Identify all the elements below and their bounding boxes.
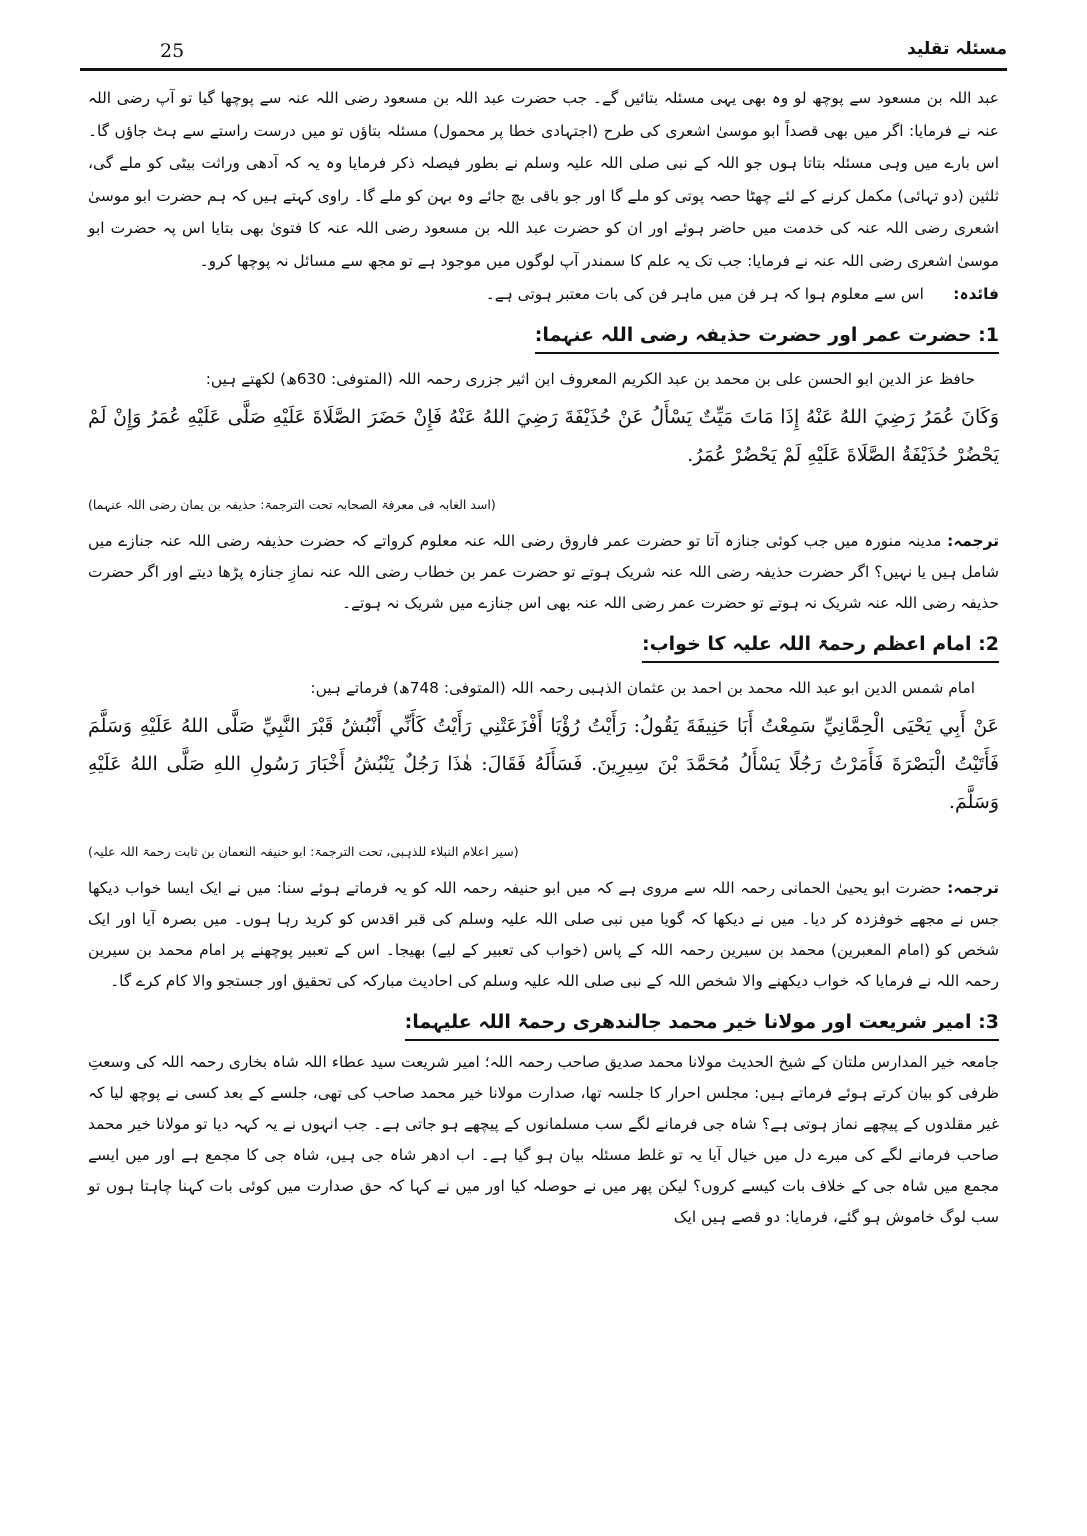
section1-heading: 1: حضرت عمر اور حضرت حذیفہ رضی اللہ عنہما: <box>535 318 999 354</box>
page-number: 25 <box>160 40 185 62</box>
section1-translation <box>88 526 999 619</box>
section3-heading-wrap <box>88 997 999 1047</box>
faida-label: فائدہ: <box>953 284 999 303</box>
header-rule <box>80 68 1007 71</box>
page-content <box>88 82 999 1233</box>
section1-arabic-text: وَكَانَ عُمَرُ رَضِيَ اللهُ عَنْهُ إِذَا مَاتَ مَيِّتٌ يَسْأَلُ عَنْ حُذَيْفَةَ رَضِيَ اللهُ عَنْهُ فَإِنْ حَضَرَ الصَّلَاةَ عَلَيْهِ صَلَّى عَلَيْهِ عُمَرُ وَإِنْ لَمْ يَحْضُرْ حُذَيْفَةُ الصَّلَاةَ عَلَيْهِ لَمْ يَحْضُرْ عُمَرُ. <box>88 406 999 467</box>
section2-translation-text: حضرت ابو یحییٰ الحمانی رحمہ اللہ سے مروی ہے کہ میں ابو حنیفہ رحمہ اللہ کو یہ فرماتے ہوئے سنا: میں نے ایک ایسا خواب دیکھا جس نے مجھے خوفزدہ کر دیا۔ میں نے دیکھا کہ گویا میں نبی صلی اللہ علیہ وسلم کی قبر اقدس کو کرید رہا ہوں۔ میں بصرہ آیا اور ایک شخص کو (امام المعبرین) محمد بن سیرین رحمہ اللہ کے پاس (خواب کی تعبیر کے لیے) بھیجا۔ اس کے تعبیر پوچھنے پر امام محمد بن سیرین رحمہ اللہ نے فرمایا کہ خواب دیکھنے والا شخص اللہ کے نبی صلی اللہ علیہ وسلم کی احادیث مبارکہ کی تحقیق اور جستجو والا کام کرے گا۔ <box>88 879 999 991</box>
section1-reference: (اسد الغابہ فی معرفۃ الصحابہ تحت الترجمۃ: حذیفہ بن یمان رضی اللہ عنہما) <box>88 497 496 513</box>
section2-reference: (سیر اعلام النبلاء للذہبی، تحت الترجمۃ: ابو حنیفہ النعمان بن ثابت رحمۃ اللہ علیہ) <box>88 844 519 860</box>
section2-translation <box>88 873 999 997</box>
opening-paragraph: عبد اللہ بن مسعود سے پوچھ لو وہ بھی یہی مسئلہ بتائیں گے۔ جب حضرت عبد اللہ بن مسعود رضی اللہ عنہ سے پوچھا گیا تو آپ رضی اللہ عنہ نے فرمایا: اگر میں بھی قصداً ابو موسیٰ اشعری کی طرح (اجتہادی خطا پر محمول) مسئلہ بتاؤں تو میں درست راستے سے ہٹ جاؤں گا۔ اس بارے میں وہی مسئلہ بتاتا ہوں جو اللہ کے نبی صلی اللہ علیہ وسلم نے بطور فیصلہ ذکر فرمایا وہ یہ کہ آدھی وراثت بیٹی کو ملے گی، ثلثین (دو تہائی) مکمل کرنے کے لئے چھٹا حصہ پوتی کو ملے گا اور جو باقی بچ جائے وہ بہن کو ملے گا۔ راوی کہتے ہیں کہ ہم حضرت ابو موسیٰ اشعری رضی اللہ عنہ کی خدمت میں حاضر ہوئے اور ان کو حضرت عبد اللہ بن مسعود رضی اللہ عنہ کا فتویٰ بھی بتایا اس پہ حضرت ابو موسیٰ اشعری رضی اللہ عنہ نے فرمایا: جب تک یہ علم کا سمندر آپ لوگوں میں موجود ہے تو مجھ سے مسائل نہ پوچھا کرو۔ <box>88 89 999 270</box>
section1-translation-text: مدینہ منورہ میں جب کوئی جنازہ آتا تو حضرت عمر فاروق رضی اللہ عنہ معلوم کرواتے کہ حضرت حذیفہ رضی اللہ عنہ جنازے میں شامل ہیں یا نہیں؟ اگر حضرت حذیفہ رضی اللہ عنہ شریک ہوتے تو حضرت عمر بن خطاب رضی اللہ عنہ نمازِ جنازہ پڑھا دیتے اور اگر حضرت حذیفہ رضی اللہ عنہ شریک نہ ہوتے تو حضرت عمر رضی اللہ عنہ بھی اس جنازے میں شریک نہ ہوتے۔ <box>88 532 999 613</box>
page-header <box>80 38 1007 72</box>
section2-heading: 2: امام اعظم رحمۃ اللہ علیہ کا خواب: <box>642 627 999 663</box>
section2-heading-wrap <box>88 619 999 669</box>
running-title: مسئلہ تقلید <box>907 39 1007 59</box>
section1-translation-label: ترجمہ: <box>947 532 999 551</box>
section2-translation-label: ترجمہ: <box>947 879 999 898</box>
section3-paragraph: جامعہ خیر المدارس ملتان کے شیخ الحدیث مولانا محمد صدیق صاحب رحمہ اللہ؛ امیر شریعت سید عطاء اللہ شاہ بخاری رحمہ اللہ کی وسعتِ ظرفی کو بیان کرتے ہوئے فرماتے ہیں: مجلس احرار کا جلسہ تھا، صدارت مولانا خیر محمد صاحب کی تھی، جلسے کے بعد کسی نے پوچھ لیا کہ غیر مقلدوں کے پیچھے نماز ہوتی ہے؟ شاہ جی فرمانے لگے سب مسلمانوں کے پیچھے ہو جاتی ہے۔ جب انہوں نے یہ کہہ دیا تو مولانا خیر محمد صاحب فرمانے لگے کی میرے دل میں خیال آیا یہ تو غلط مسئلہ بیان ہو گیا ہے۔ اب ادھر شاہ جی ہیں، شاہ جی کا مجمع ہے اور میں ایسے مجمع میں شاہ جی کے خلاف بات کیسے کروں؟ لیکن پھر میں نے حوصلہ کیا اور میں نے کہا کہ حق صدارت میں کوئی بات کہنا چاہتا ہوں تو سب لوگ خاموش ہو گئے، فرمایا: دو قصے ہیں ایک <box>88 1053 999 1227</box>
section3-heading: 3: امیر شریعت اور مولانا خیر محمد جالندھری رحمۃ اللہ علیہما: <box>405 1005 999 1041</box>
faida-note <box>88 278 999 311</box>
section1-intro: حافظ عز الدین ابو الحسن علی بن محمد بن عبد الکریم المعروف ابن اثیر جزری رحمہ اللہ (المتوفی: 630ھ) لکھتے ہیں: <box>205 370 975 389</box>
section2-intro: امام شمس الدین ابو عبد اللہ محمد بن احمد بن عثمان الذہبی رحمہ اللہ (المتوفی: 748ھ) فرماتے ہیں: <box>310 679 975 698</box>
faida-text: اس سے معلوم ہوا کہ ہر فن میں ماہر فن کی بات معتبر ہوتی ہے۔ <box>485 284 924 303</box>
section1-heading-wrap <box>88 310 999 360</box>
section2-arabic-text: عَنْ أَبِي يَحْيَى الْحِمَّانِيِّ سَمِعْتُ أَبَا حَنِيفَةَ يَقُولُ: رَأَيْتُ رُؤْيَا أَفْزَعَتْنِي رَأَيْتُ كَأَنِّي أَنْبُشُ قَبْرَ النَّبِيِّ صَلَّى اللهُ عَلَيْهِ وَسَلَّمَ فَأَتَيْتُ الْبَصْرَةَ فَأَمَرْتُ رَجُلًا يَسْأَلُ مُحَمَّدَ بْنَ سِيرِينَ. فَسَأَلَهُ فَقَالَ: هٰذَا رَجُلٌ يَنْبُشُ أَخْبَارَ رَسُولِ اللهِ صَلَّى اللهُ عَلَيْهِ وَسَلَّمَ. <box>88 715 999 814</box>
